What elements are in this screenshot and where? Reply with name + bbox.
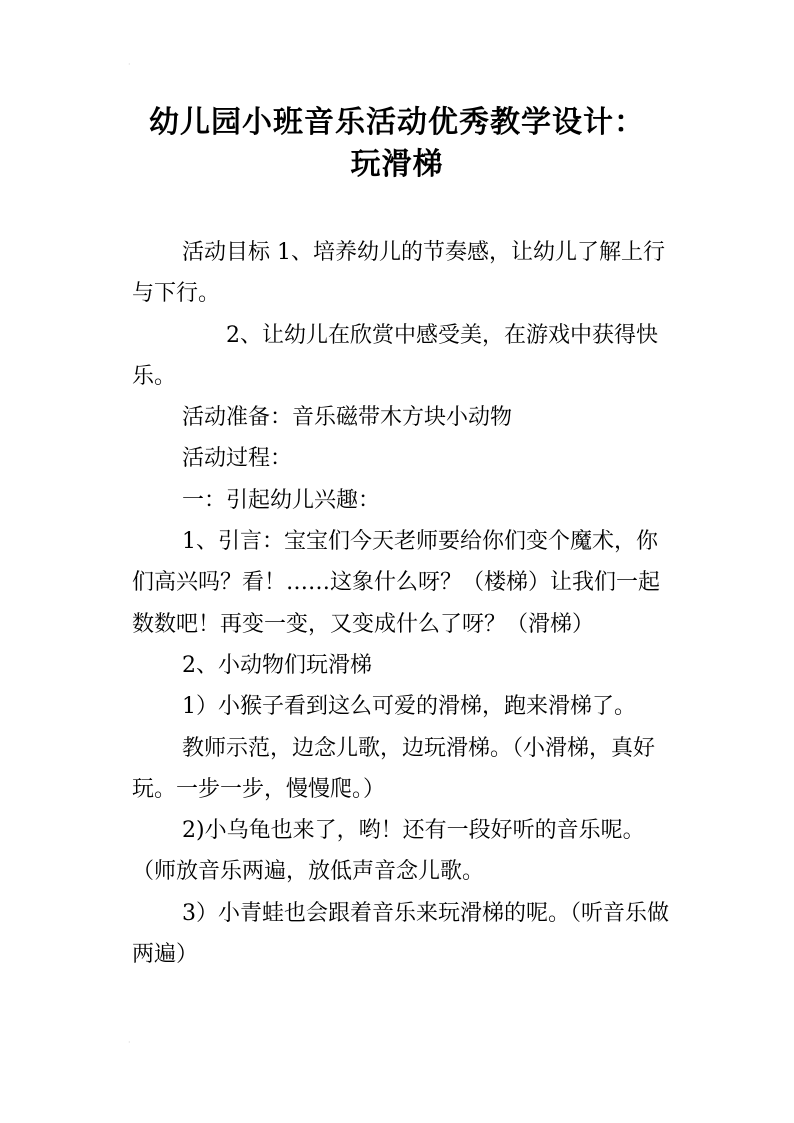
paragraph-goal-2: 2、让幼儿在欣赏中感受美，在游戏中获得快乐。: [132, 322, 658, 389]
paragraph-section-one: 一：引起幼儿兴趣：: [182, 487, 381, 513]
document-title-line-1: 幼儿园小班音乐活动优秀教学设计：: [149, 105, 645, 140]
paragraph-section-two: 2、小动物们玩滑梯: [182, 652, 372, 678]
paragraph-step-1: 1）小猴子看到这么可爱的滑梯，跑来滑梯了。: [182, 694, 636, 720]
paragraph-introduction: 1、引言：宝宝们今天老师要给你们变个魔术，你们高兴吗？看！……这象什么呀？（楼梯）让我们一起数数吧！再变一变，又变成什么了呀？（滑梯）: [132, 529, 661, 637]
paragraph-demo: 教师示范，边念儿歌，边玩滑梯。（小滑梯，真好玩。一步一步，慢慢爬。）: [132, 735, 656, 802]
paragraph-process-heading: 活动过程：: [182, 446, 293, 472]
document-body: [132, 232, 672, 975]
scan-speck: ·: [128, 1038, 131, 1047]
paragraph-preparation: 活动准备：音乐磁带木方块小动物: [182, 405, 513, 431]
scan-speck: ·: [128, 60, 131, 69]
paragraph-step-2: 2)小乌龟也来了，哟！还有一段好听的音乐呢。（师放音乐两遍，放低声音念儿歌。: [132, 818, 645, 885]
paragraph-step-3: 3）小青蛙也会跟着音乐来玩滑梯的呢。（听音乐做两遍）: [132, 900, 669, 968]
document-title-line-2: 玩滑梯: [350, 147, 444, 182]
paragraph-goal-1: 活动目标 1、培养幼儿的节奏感，让幼儿了解上行与下行。: [132, 240, 665, 307]
